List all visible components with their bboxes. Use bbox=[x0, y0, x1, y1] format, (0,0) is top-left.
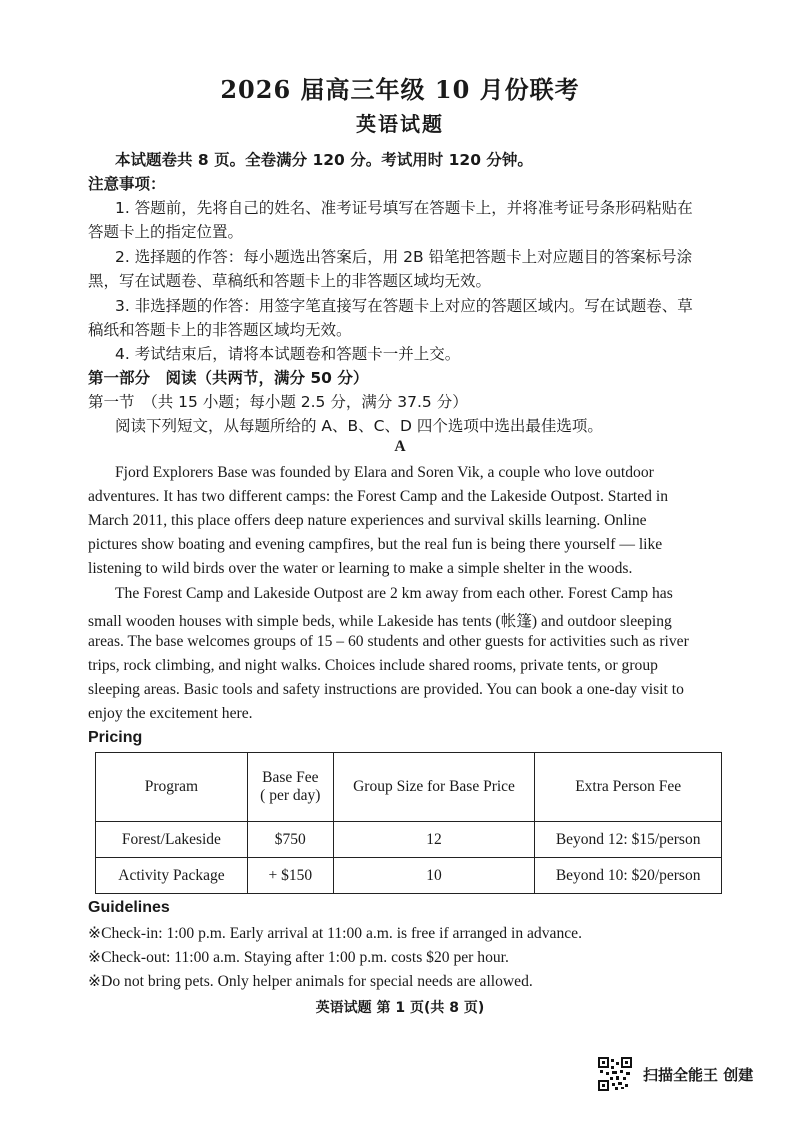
passage-label: A bbox=[394, 438, 406, 455]
qr-code-icon bbox=[598, 1057, 632, 1091]
passage-line: March 2011, this place offers deep nature experiences and survival skills learning. Online bbox=[88, 512, 647, 529]
note-line: 1. 答题前，先将自己的姓名、准考证号填写在答题卡上，并将准考证号条形码粘贴在 bbox=[115, 199, 693, 217]
table-header-cell: Group Size for Base Price bbox=[333, 753, 535, 822]
passage-line: trips, rock climbing, and night walks. Choices include shared rooms, private tents, or group bbox=[88, 657, 658, 674]
passage-line: enjoy the excitement here. bbox=[88, 705, 253, 722]
notes-heading: 注意事项： bbox=[88, 175, 166, 193]
table-header-cell: Extra Person Fee bbox=[535, 753, 722, 822]
guideline-item: ※Check-in: 1:00 p.m. Early arrival at 11:00 a.m. is free if arranged in advance. bbox=[88, 925, 582, 942]
passage-line: Fjord Explorers Base was founded by Elara and Soren Vik, a couple who love outdoor bbox=[115, 464, 654, 481]
passage-line: The Forest Camp and Lakeside Outpost are 2 km away from each other. Forest Camp has bbox=[115, 585, 673, 602]
table-header-cell bbox=[247, 753, 333, 822]
table-header-cell: Program bbox=[96, 753, 248, 822]
passage-line: pictures show boating and evening campfires, but the real fun is being there yourself — like bbox=[88, 536, 663, 553]
table-cell: Forest/Lakeside bbox=[96, 822, 248, 858]
note-line: 答题卡上的指定位置。 bbox=[88, 223, 244, 241]
part-heading: 第一部分 阅读（共两节，满分 50 分） bbox=[88, 369, 369, 387]
table-cell: Activity Package bbox=[96, 858, 248, 894]
table-row bbox=[96, 858, 722, 894]
instruction: 阅读下列短文，从每题所给的 A、B、C、D 四个选项中选出最佳选项。 bbox=[115, 417, 603, 435]
section-heading: 第一节 （共 15 小题；每小题 2.5 分，满分 37.5 分） bbox=[88, 393, 468, 411]
pricing-heading: Pricing bbox=[88, 729, 143, 746]
note-line: 黑，写在试题卷、草稿纸和答题卡上的非答题区域均无效。 bbox=[88, 272, 492, 290]
table-cell: + $150 bbox=[247, 858, 333, 894]
table-cell: 10 bbox=[333, 858, 535, 894]
exam-title: 2026 届高三年级 10 月份联考 bbox=[220, 75, 580, 104]
table-cell: Beyond 12: $15/person bbox=[535, 822, 722, 858]
guideline-item: ※Check-out: 11:00 a.m. Staying after 1:00 p.m. costs $20 per hour. bbox=[88, 949, 509, 966]
guideline-item: ※Do not bring pets. Only helper animals for special needs are allowed. bbox=[88, 973, 533, 990]
guidelines-heading: Guidelines bbox=[88, 899, 170, 916]
table-cell: $750 bbox=[247, 822, 333, 858]
header-base-fee: Base Fee bbox=[262, 769, 319, 786]
exam-intro: 本试题卷共 8 页。全卷满分 120 分。考试用时 120 分钟。 bbox=[115, 151, 533, 169]
table-row bbox=[96, 822, 722, 858]
note-line: 4. 考试结束后，请将本试题卷和答题卡一并上交。 bbox=[115, 345, 461, 363]
pricing-table bbox=[95, 752, 722, 894]
note-line: 2. 选择题的作答：每小题选出答案后，用 2B 铅笔把答题卡上对应题目的答案标号涂 bbox=[115, 248, 693, 266]
table-header-row bbox=[96, 753, 722, 822]
subject-title: 英语试题 bbox=[356, 112, 444, 136]
passage-line: areas. The base welcomes groups of 15 – 60 students and other guests for activities such as river bbox=[88, 633, 689, 650]
table-cell: 12 bbox=[333, 822, 535, 858]
passage-line: small wooden houses with simple beds, while Lakeside has tents (帐篷) and outdoor sleeping bbox=[88, 613, 672, 630]
passage-line: listening to wild birds over the water or learning to make a simple shelter in the woods. bbox=[88, 560, 633, 577]
note-line: 3. 非选择题的作答：用签字笔直接写在答题卡上对应的答题区域内。写在试题卷、草 bbox=[115, 297, 693, 315]
table-cell: Beyond 10: $20/person bbox=[535, 858, 722, 894]
page-footer: 英语试题 第 1 页(共 8 页) bbox=[315, 1000, 485, 1016]
passage-line: sleeping areas. Basic tools and safety instructions are provided. You can book a one-day visit to bbox=[88, 681, 684, 698]
header-per-day: ( per day) bbox=[260, 787, 321, 804]
scanner-watermark: 扫描全能王 创建 bbox=[643, 1066, 754, 1084]
passage-line: adventures. It has two different camps: the Forest Camp and the Lakeside Outpost. Started in bbox=[88, 488, 669, 505]
note-line: 稿纸和答题卡上的非答题区域均无效。 bbox=[88, 321, 352, 339]
